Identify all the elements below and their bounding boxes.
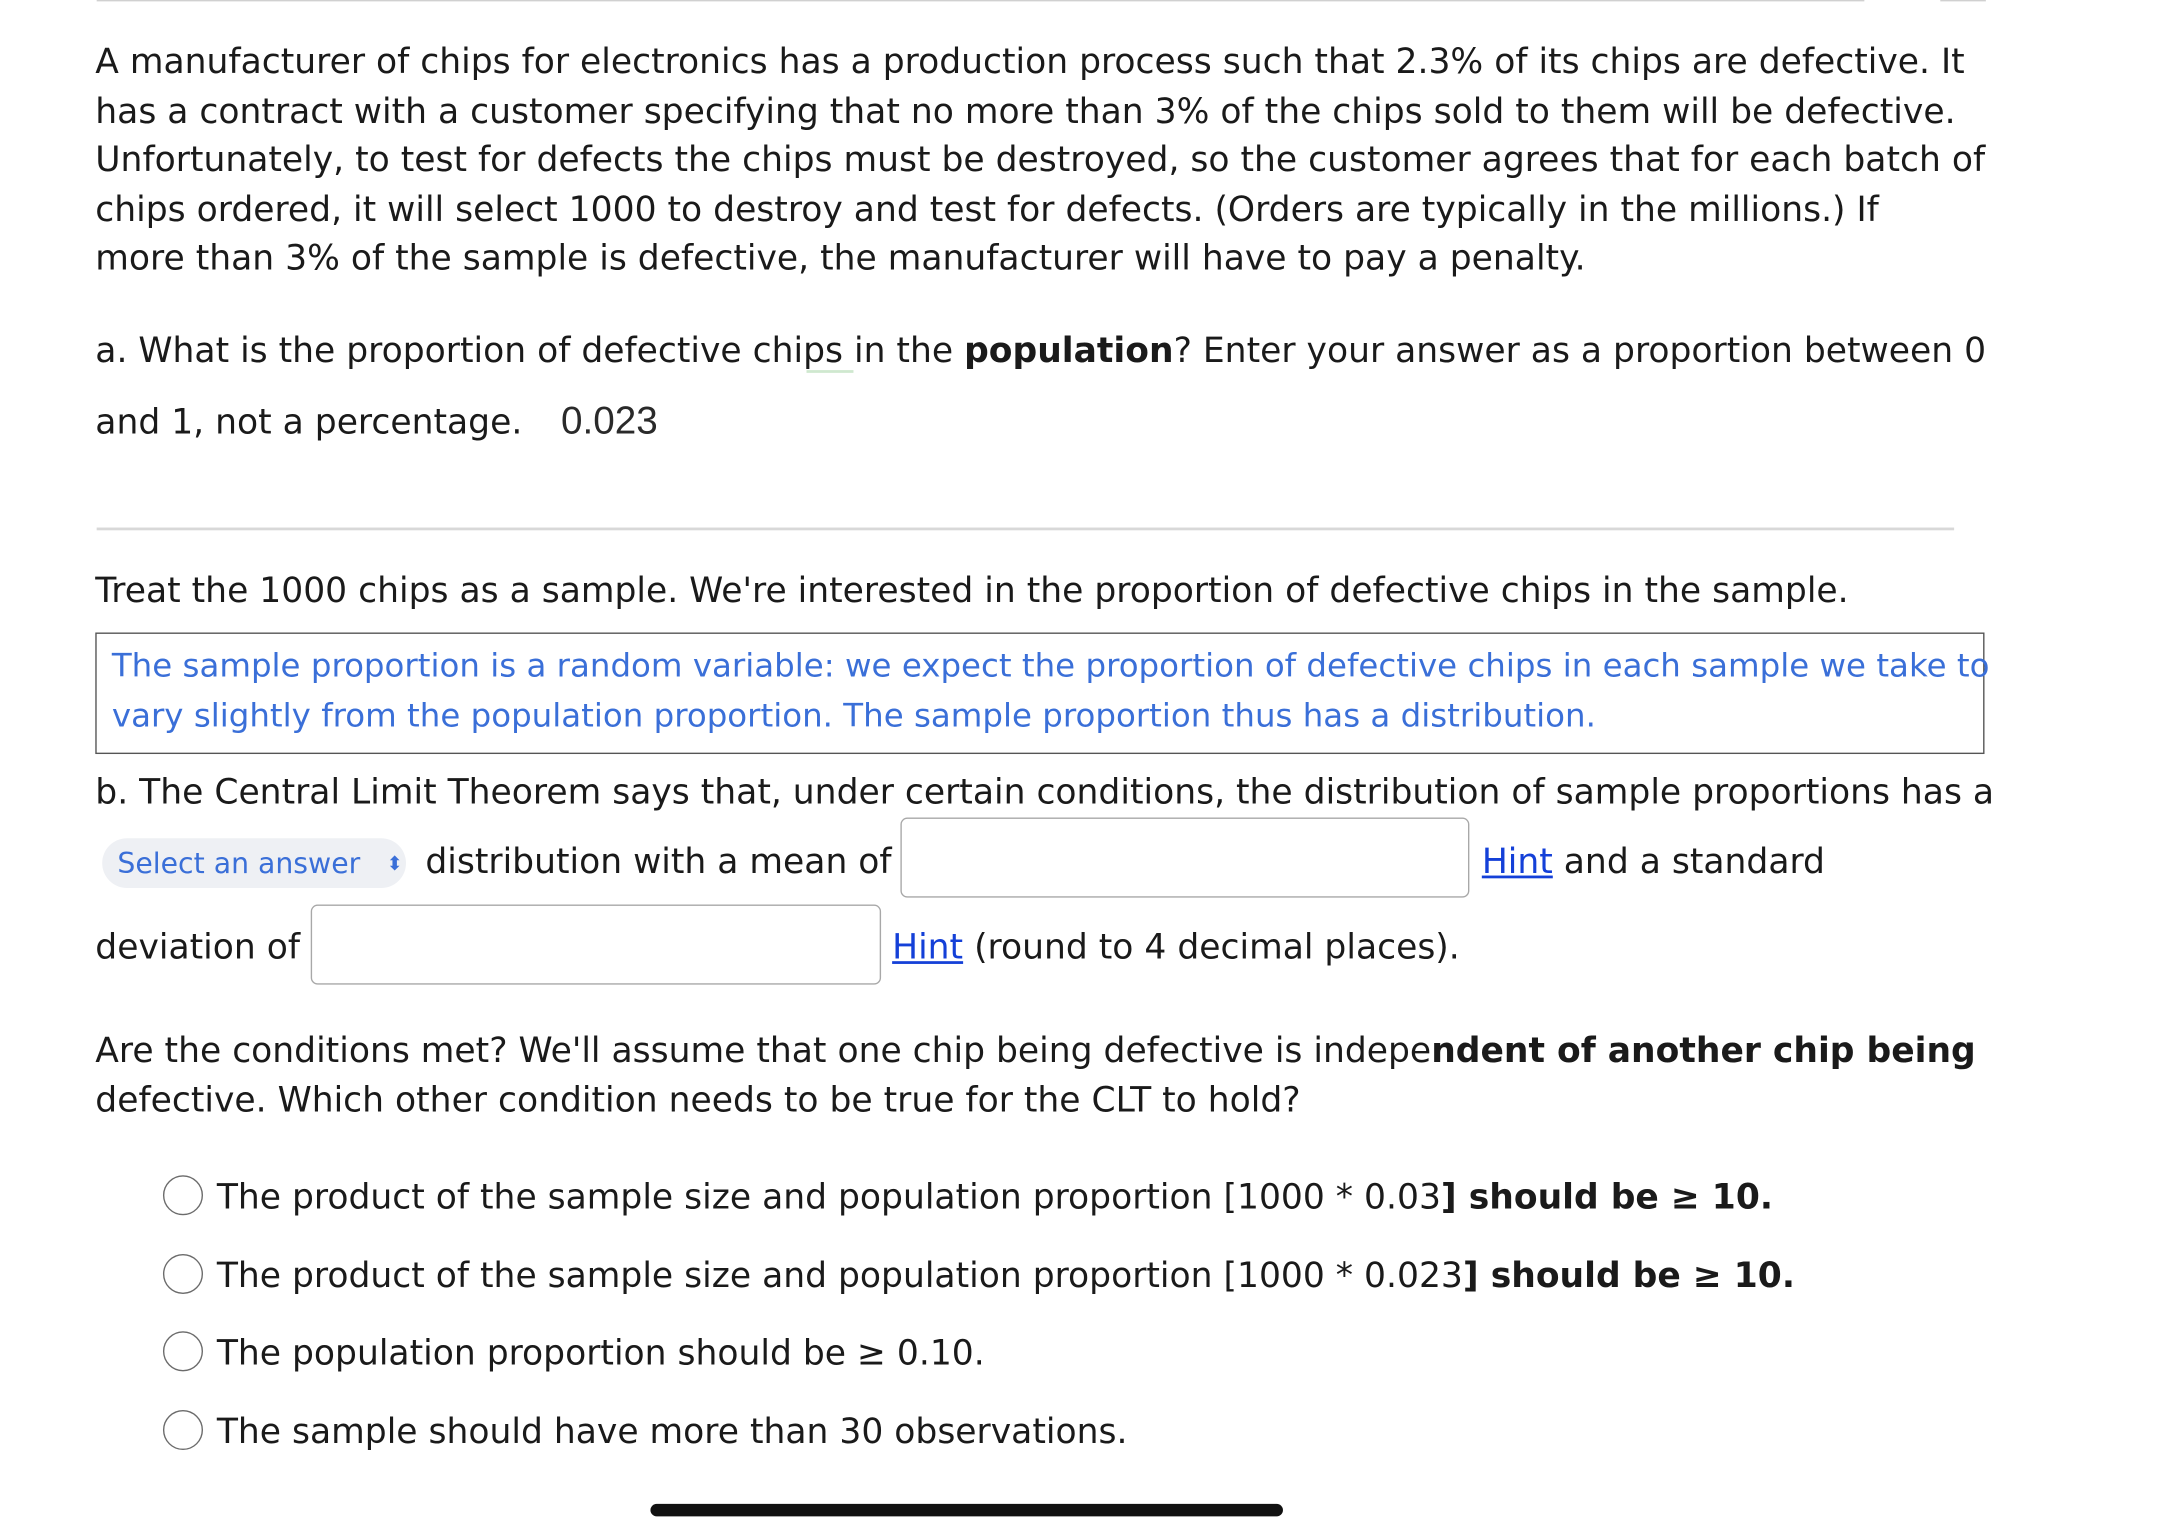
- sd-input[interactable]: [311, 905, 881, 985]
- distribution-select[interactable]: [102, 838, 406, 888]
- question-a: [95, 315, 2056, 457]
- top-divider-right: [1940, 0, 1986, 1]
- option-text: The product of the sample size and population proportion [1000 * 0.023: [216, 1255, 1463, 1296]
- question-a-text: a. What is the proportion of defective chips in the: [95, 330, 965, 371]
- select-placeholder: Select an answer: [117, 846, 361, 880]
- option-text: The sample should have more than 30 observations.: [216, 1411, 1128, 1452]
- problem-line: Unfortunately, to test for defects the chips must be destroyed, so the customer agrees that for each batch of: [95, 139, 1986, 180]
- question-a-text-rest: ? Enter your answer as a proportion between 0: [1173, 330, 1987, 371]
- sd-hint-link[interactable]: Hint: [892, 926, 964, 967]
- conditions-line1: [95, 1026, 2028, 1075]
- population-emphasis: population: [964, 330, 1174, 371]
- problem-line: more than 3% of the sample is defective, the manufacturer will have to pay a penalty.: [95, 237, 1586, 278]
- answer-a-value[interactable]: 0.023: [560, 399, 658, 442]
- option-label: [217, 1251, 1795, 1299]
- option-text-bold: ] should be ≥ 10.: [1462, 1255, 1795, 1296]
- option-text: The product of the sample size and population proportion [1000 * 0.03: [216, 1176, 1441, 1217]
- mean-input[interactable]: [900, 818, 1469, 898]
- top-divider: [97, 0, 1865, 1]
- radio-button[interactable]: [163, 1331, 203, 1371]
- mean-hint-link[interactable]: Hint: [1481, 841, 1553, 882]
- question-a-instruction: and 1, not a percentage.: [95, 401, 523, 442]
- option-label: [217, 1172, 1773, 1220]
- radio-button[interactable]: [163, 1175, 203, 1215]
- sd-hint-row: [892, 923, 1460, 971]
- option-text: The population proportion should be ≥ 0.10.: [216, 1332, 985, 1373]
- question-a-line1: [95, 315, 2056, 385]
- conditions-text-bold: ndent of another chip being: [1431, 1030, 1976, 1071]
- answer-preview-mark: [807, 370, 854, 373]
- mean-prefix-text: distribution with a mean of: [425, 841, 892, 882]
- info-line: The sample proportion is a random variable: we expect the proportion of defective chips in each sample we take to: [111, 646, 1990, 685]
- conditions-line2: defective. Which other condition needs to be true for the CLT to hold?: [95, 1079, 1301, 1120]
- problem-line: chips ordered, it will select 1000 to destroy and test for defects. (Orders are typically in the millions.) If: [95, 188, 1879, 229]
- radio-button[interactable]: [163, 1254, 203, 1294]
- home-indicator[interactable]: [650, 1504, 1282, 1516]
- radio-button[interactable]: [163, 1410, 203, 1450]
- option-text-bold: ] should be ≥ 10.: [1440, 1176, 1773, 1217]
- question-b-line1: b. The Central Limit Theorem says that, under certain conditions, the distribution of sample proportions has a: [95, 771, 1995, 813]
- problem-line: has a contract with a customer specifying that no more than 3% of the chips sold to them will be defective.: [95, 90, 1956, 131]
- problem-line: A manufacturer of chips for electronics has a production process such that 2.3% of its chips are defective. It: [95, 41, 1965, 82]
- option-label: [217, 1407, 1128, 1455]
- sd-prefix-text: deviation of: [95, 926, 301, 967]
- round-instruction: (round to 4 decimal places).: [963, 926, 1460, 967]
- question-a-line2: [95, 385, 2056, 457]
- conditions-text: Are the conditions met? We'll assume that one chip being defective is indepe: [95, 1030, 1432, 1071]
- chevron-up-down-icon: ⬍: [386, 853, 403, 876]
- info-callout: [95, 632, 1990, 754]
- info-line: vary slightly from the population proportion. The sample proportion thus has a distribution.: [111, 695, 1596, 735]
- option-label: [217, 1329, 985, 1377]
- conditions-question: [95, 1026, 2028, 1124]
- treat-as-sample-text: Treat the 1000 chips as a sample. We're interested in the proportion of defective chips in the sample.: [95, 570, 1849, 611]
- problem-statement: [95, 37, 2028, 282]
- mean-hint-row: [1482, 837, 1825, 885]
- section-divider: [97, 528, 1954, 531]
- standard-text: and a standard: [1552, 841, 1825, 882]
